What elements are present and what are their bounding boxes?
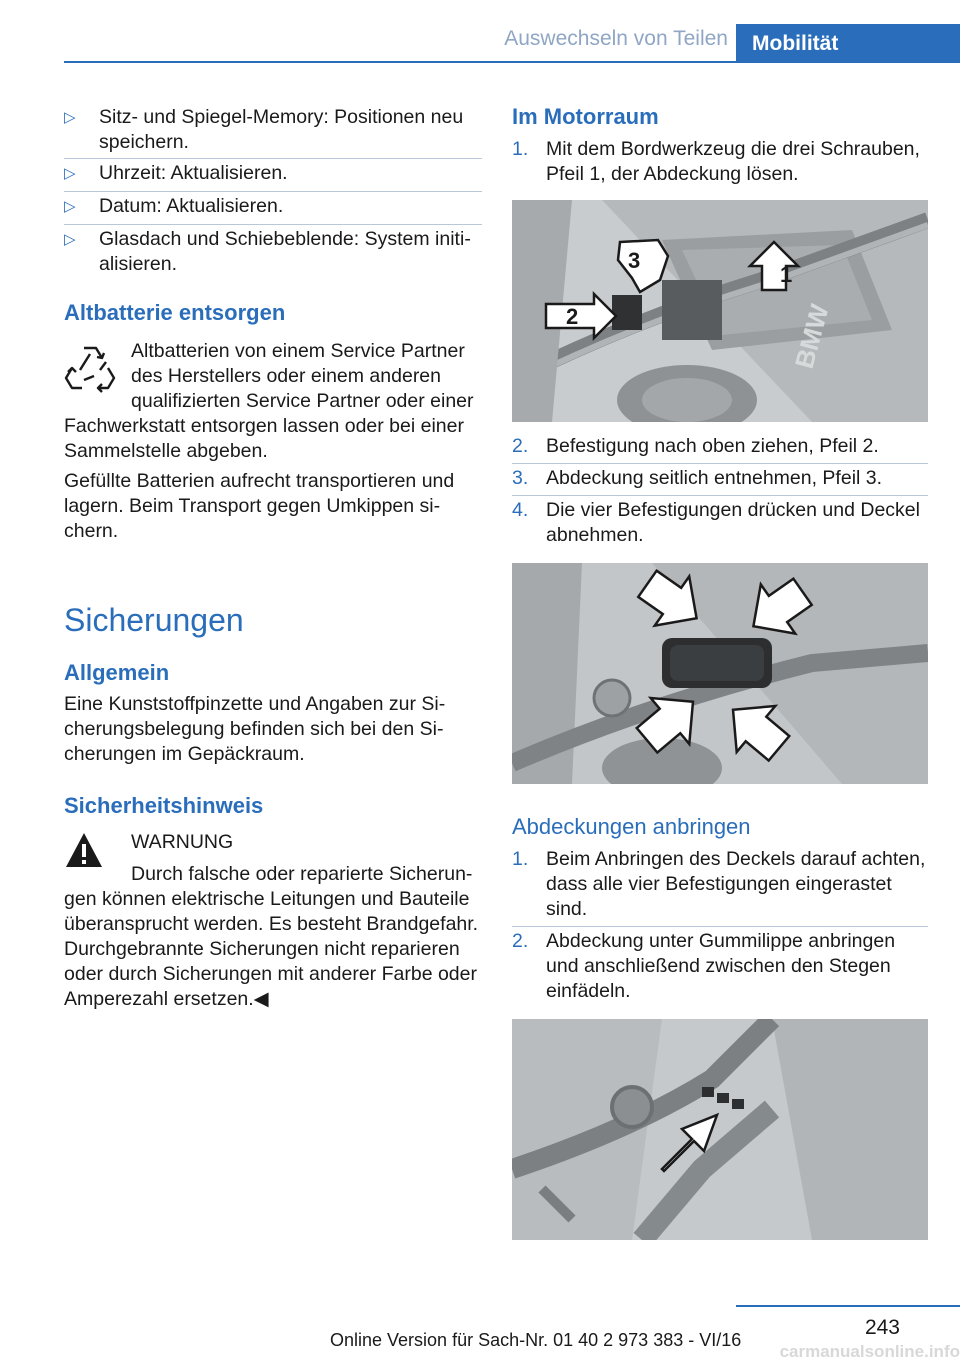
altbatterie-paragraph: Gefüllte Batterien aufrecht transportieren und lagern. Beim Transport gegen Umkippen sichern. [64,470,455,542]
svg-text:2: 2 [566,304,579,329]
bullet-item: ▷ Glasdach und Schiebeblende: System initialisieren. [64,228,471,275]
section-title-sicherungen: Sicherungen [64,602,244,638]
page-number: 243 [864,1316,900,1339]
divider [64,158,482,159]
footer-rule [736,1305,960,1307]
recycling-note-continued: Fachwerkstatt entsorgen lassen oder bei einer Sammelstelle abgeben. [64,415,464,462]
heading-sicherheitshinweis: Sicherheitshinweis [64,793,264,818]
bullet-item: ▷ Sitz- und Spiegel-Memory: Positionen neu speichern. [64,106,464,153]
header-rule [64,61,960,63]
triangle-bullet-icon: ▷ [64,165,76,182]
bullet-item: ▷ Datum: Aktualisieren. [64,195,284,217]
step-item: 4. Die vier Befestigungen drücken und Deckel abnehmen. [512,499,920,546]
triangle-bullet-icon: ▷ [64,198,76,215]
step-item: 1. Beim Anbringen des Deckels darauf achten, dass alle vier Befestigungen eingerastet sind. [512,848,926,920]
warning-first-line: Durch falsche oder reparierte Sicherun- [131,863,473,885]
footer-online-version: Online Version für Sach-Nr. 01 40 2 973 383 - VI/16 [330,1330,742,1350]
engine-bay-photo-3 [512,1019,928,1240]
divider [512,463,928,464]
svg-text:BMW: BMW [788,301,835,372]
heading-allgemein: Allgemein [64,660,170,685]
divider [512,926,928,927]
svg-text:3: 3 [628,248,641,273]
warning-body: gen können elektrische Leitungen und Bauteile überansprucht werden. Es besteht Brandgefahr. Durchgebrannte Sicherungen nicht reparieren oder durch Sicherungen mit anderer Farbe oder Amperezahl ersetzen.◀ [64,888,479,1010]
svg-text:1: 1 [780,262,793,287]
triangle-bullet-icon: ▷ [64,231,76,248]
warning-triangle-icon [64,830,104,870]
chapter-tab: Mobilität [736,24,960,63]
heading-altbatterie: Altbatterie entsorgen [64,300,286,325]
divider [512,495,928,496]
triangle-bullet-icon: ▷ [64,109,76,126]
divider [64,224,482,225]
recycling-icon [64,340,116,396]
allgemein-paragraph: Eine Kunststoffpinzette und Angaben zur Sicherungsbelegung befinden sich bei den Sicherungen im Gepäckraum. [64,693,446,765]
running-header-section: Auswechseln von Teilen [504,27,728,50]
warning-title: WARNUNG [131,831,234,853]
engine-bay-photo-2 [512,563,928,784]
divider [64,191,482,192]
step-item: 3. Abdeckung seitlich entnehmen, Pfeil 3. [512,467,883,489]
engine-bay-photo-1 [512,200,928,422]
heading-abdeckungen-anbringen: Abdeckungen anbringen [512,814,751,839]
heading-im-motorraum: Im Motorraum [512,104,659,129]
step-item: 1. Mit dem Bordwerkzeug die drei Schrauben, Pfeil 1, der Abdeckung lösen. [512,138,920,185]
bullet-item: ▷ Uhrzeit: Aktualisieren. [64,162,288,184]
step-item: 2. Befestigung nach oben ziehen, Pfeil 2. [512,435,879,457]
step-item: 2. Abdeckung unter Gummilippe anbringen und anschließend zwischen den Stegen einfädeln. [512,930,896,1002]
recycling-note: Altbatterien von einem Service Partner des Herstellers oder einem anderen qualifizierten Service Partner oder einer [131,340,474,412]
watermark: carmanualsonline.info [779,1342,960,1361]
